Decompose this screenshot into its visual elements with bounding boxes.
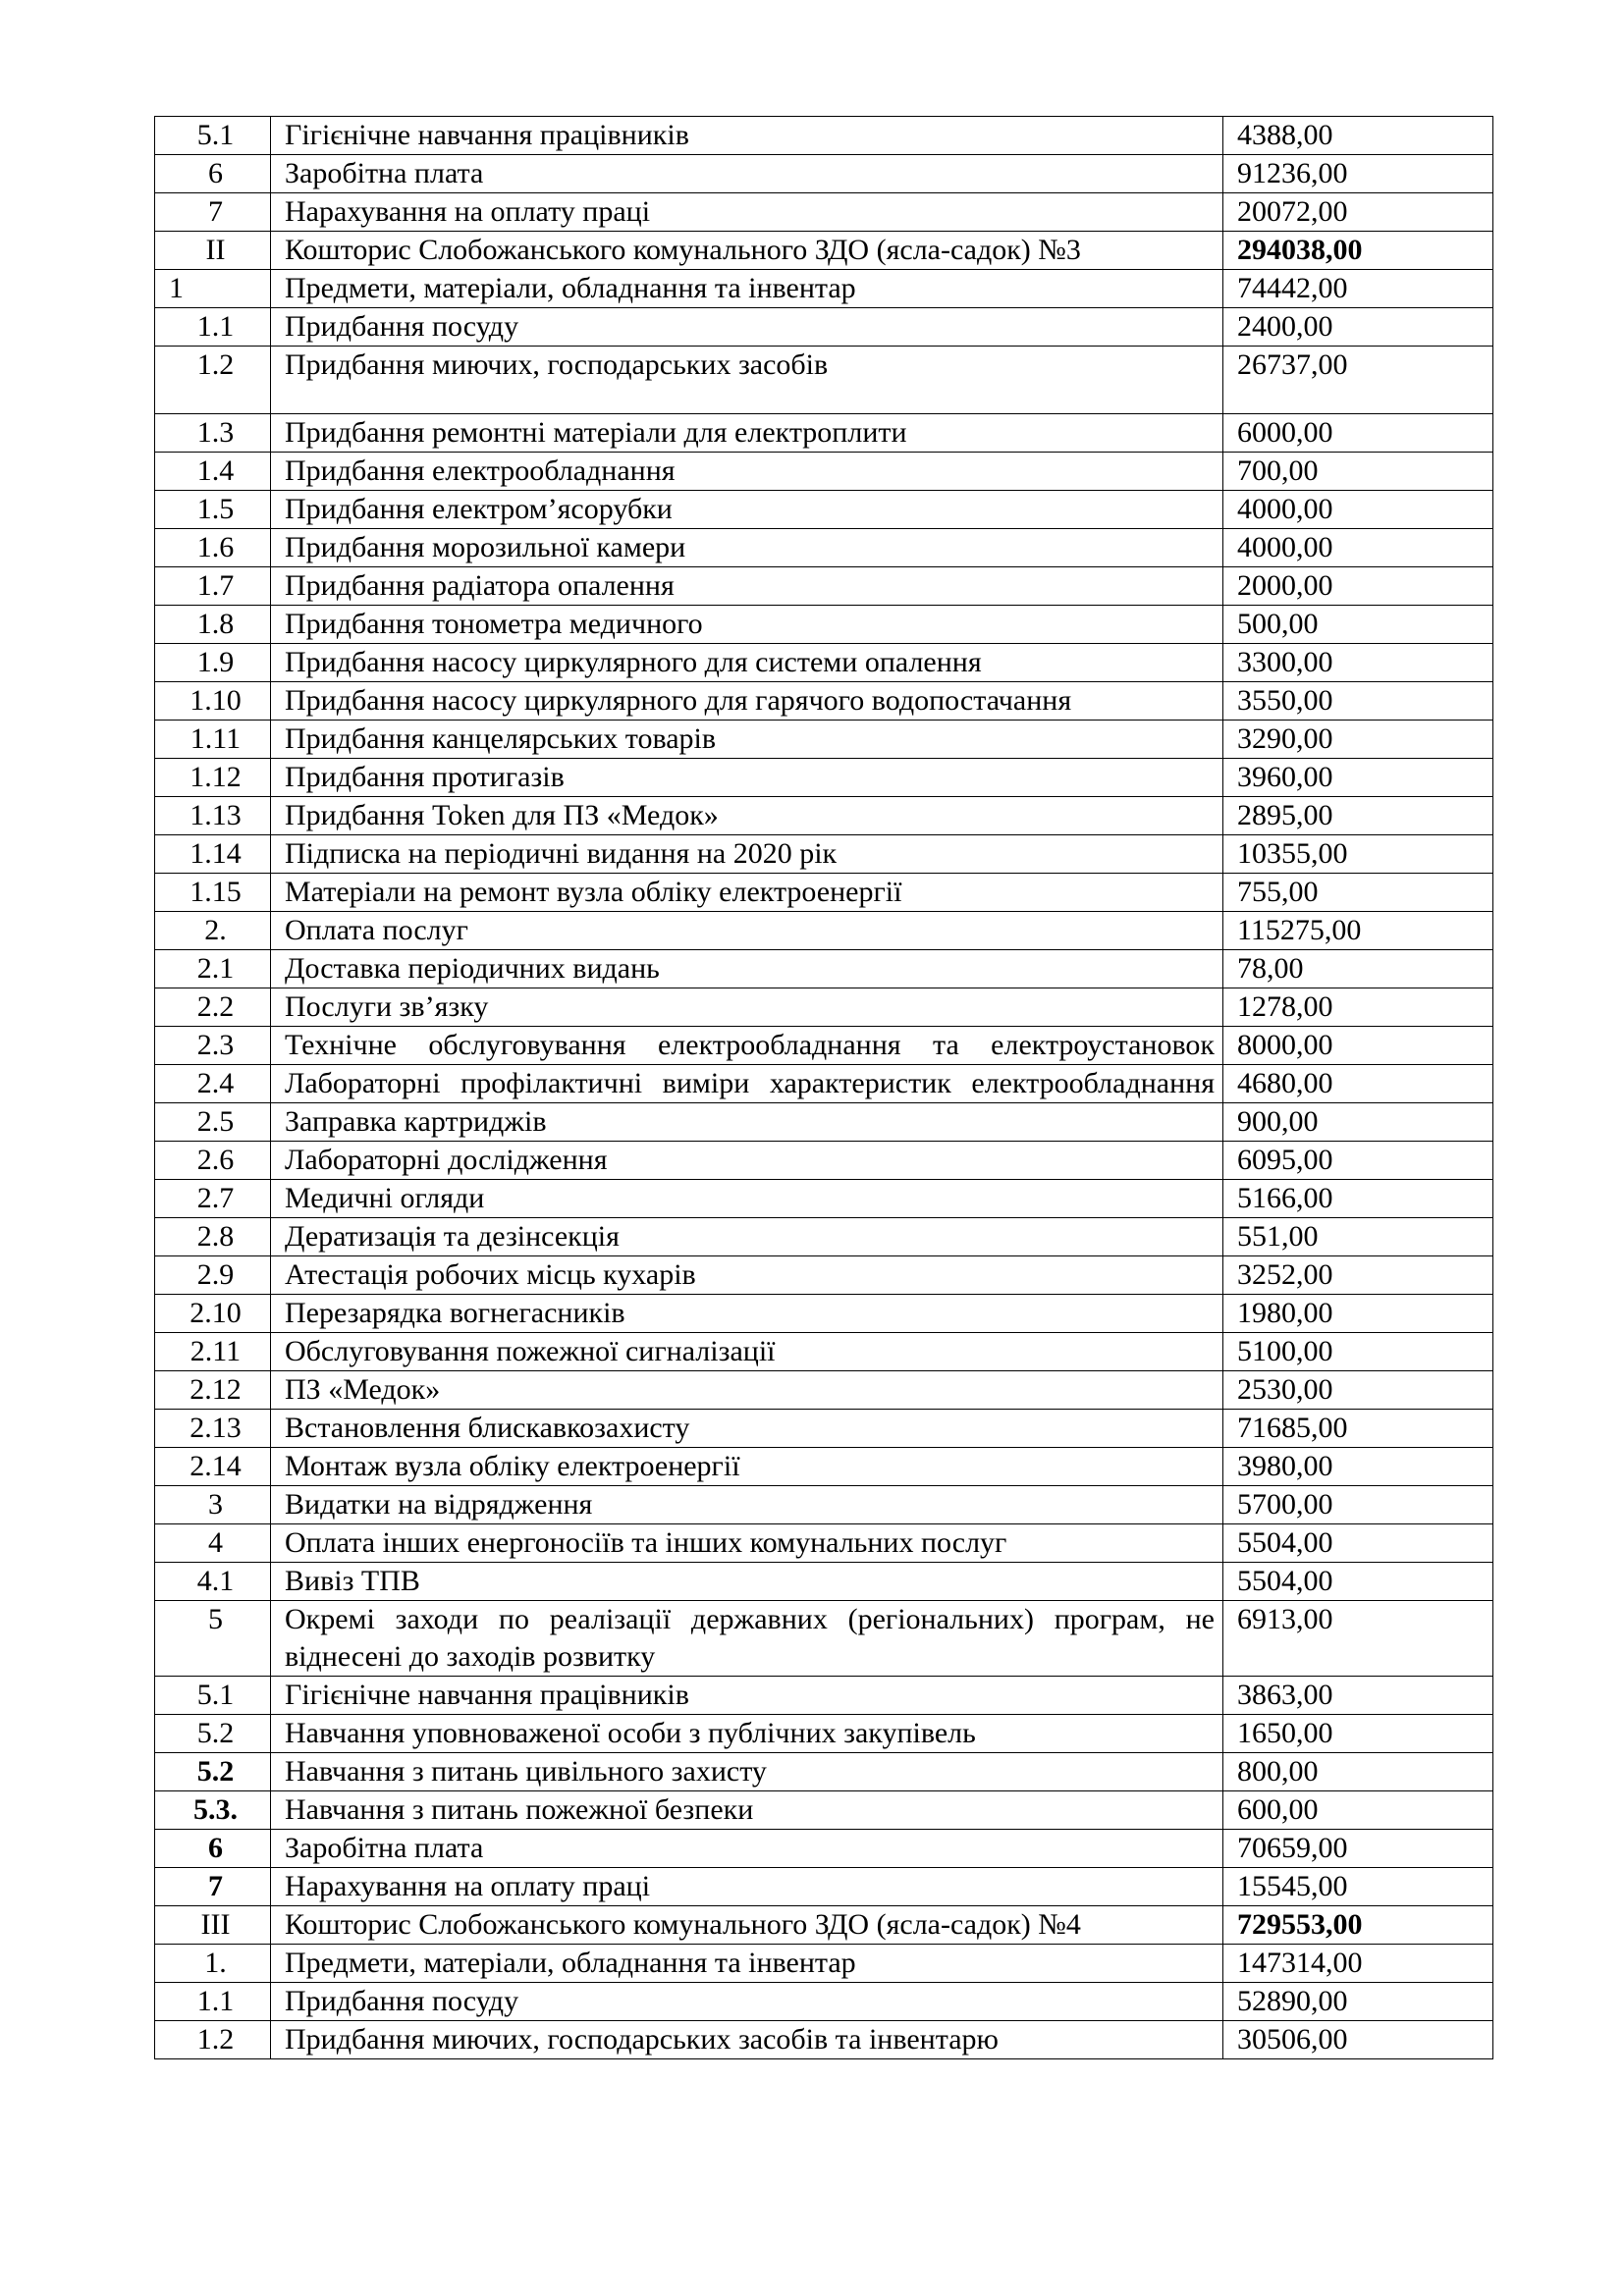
row-number: 1.8: [155, 606, 271, 644]
table-row: [155, 606, 1493, 644]
row-description: Заправка картриджів: [271, 1103, 1223, 1142]
table-row: [155, 155, 1493, 193]
row-number: 1.4: [155, 453, 271, 491]
row-amount: 500,00: [1223, 606, 1493, 644]
row-amount: 600,00: [1223, 1791, 1493, 1830]
row-amount: 5166,00: [1223, 1180, 1493, 1218]
row-number: 5.3.: [155, 1791, 271, 1830]
table-row: [155, 1906, 1493, 1945]
row-number: 5.1: [155, 117, 271, 155]
row-description: Медичні огляди: [271, 1180, 1223, 1218]
row-number: 2.6: [155, 1142, 271, 1180]
row-description: Придбання канцелярських товарів: [271, 721, 1223, 759]
row-amount: 5700,00: [1223, 1486, 1493, 1524]
row-description: Гігієнічне навчання працівників: [271, 117, 1223, 155]
row-description: Навчання з питань цивільного захисту: [271, 1753, 1223, 1791]
row-amount: 6095,00: [1223, 1142, 1493, 1180]
row-amount: 10355,00: [1223, 835, 1493, 874]
row-amount: 115275,00: [1223, 912, 1493, 950]
row-description: Навчання з питань пожежної безпеки: [271, 1791, 1223, 1830]
row-number: 5.2: [155, 1715, 271, 1753]
table-row: [155, 1868, 1493, 1906]
row-amount: 3252,00: [1223, 1256, 1493, 1295]
row-amount: 2895,00: [1223, 797, 1493, 835]
row-number: 2.14: [155, 1448, 271, 1486]
row-amount: 5504,00: [1223, 1524, 1493, 1563]
row-number: 1.12: [155, 759, 271, 797]
row-amount: 700,00: [1223, 453, 1493, 491]
row-description: Придбання насосу циркулярного для гарячого водопостачання: [271, 682, 1223, 721]
row-description: Оплата інших енергоносіїв та інших комунальних послуг: [271, 1524, 1223, 1563]
row-description: Придбання посуду: [271, 1983, 1223, 2021]
row-number: 1: [155, 270, 271, 308]
row-amount: 4680,00: [1223, 1065, 1493, 1103]
row-amount: 4388,00: [1223, 117, 1493, 155]
row-number: 6: [155, 1830, 271, 1868]
table-row: [155, 232, 1493, 270]
table-row: [155, 1256, 1493, 1295]
table-row: [155, 1983, 1493, 2021]
row-amount: 2530,00: [1223, 1371, 1493, 1410]
row-number: 2.: [155, 912, 271, 950]
table-row: [155, 567, 1493, 606]
row-description: Придбання насосу циркулярного для системи опалення: [271, 644, 1223, 682]
row-description: Кошторис Слобожанського комунального ЗДО (ясла-садок) №4: [271, 1906, 1223, 1945]
row-description: Нарахування на оплату праці: [271, 1868, 1223, 1906]
row-description: Встановлення блискавкозахисту: [271, 1410, 1223, 1448]
row-amount: 71685,00: [1223, 1410, 1493, 1448]
table-row: [155, 1601, 1493, 1677]
row-description: Матеріали на ремонт вузла обліку електроенергії: [271, 874, 1223, 912]
row-number: 5.2: [155, 1753, 271, 1791]
table-row: [155, 1410, 1493, 1448]
table-row: [155, 347, 1493, 414]
row-amount: 5504,00: [1223, 1563, 1493, 1601]
row-description: Оплата послуг: [271, 912, 1223, 950]
row-number: 2.3: [155, 1027, 271, 1065]
row-amount: 4000,00: [1223, 529, 1493, 567]
row-amount: 800,00: [1223, 1753, 1493, 1791]
table-row: [155, 1027, 1493, 1065]
row-description: Заробітна плата: [271, 1830, 1223, 1868]
row-number: 1.1: [155, 1983, 271, 2021]
row-amount: 3980,00: [1223, 1448, 1493, 1486]
row-amount: 4000,00: [1223, 491, 1493, 529]
row-number: 6: [155, 155, 271, 193]
table-row: [155, 874, 1493, 912]
row-number: 2.7: [155, 1180, 271, 1218]
row-amount: 294038,00: [1223, 232, 1493, 270]
table-row: [155, 721, 1493, 759]
table-row: [155, 835, 1493, 874]
table-row: [155, 2021, 1493, 2059]
row-amount: 6913,00: [1223, 1601, 1493, 1677]
table-row: [155, 1371, 1493, 1410]
row-amount: 26737,00: [1223, 347, 1493, 414]
row-number: 1.2: [155, 347, 271, 414]
table-row: [155, 912, 1493, 950]
row-number: 7: [155, 193, 271, 232]
row-number: 2.10: [155, 1295, 271, 1333]
table-row: [155, 1753, 1493, 1791]
row-description: Придбання тонометра медичного: [271, 606, 1223, 644]
row-amount: 52890,00: [1223, 1983, 1493, 2021]
row-number: 1.7: [155, 567, 271, 606]
row-description: Послуги зв’язку: [271, 988, 1223, 1027]
row-number: 4.1: [155, 1563, 271, 1601]
row-description: Окремі заходи по реалізації державних (регіональних) програм, не віднесені до заходів розвитку: [271, 1601, 1223, 1677]
row-amount: 1278,00: [1223, 988, 1493, 1027]
row-number: 2.2: [155, 988, 271, 1027]
row-description: Придбання протигазів: [271, 759, 1223, 797]
table-row: [155, 1295, 1493, 1333]
row-number: 2.5: [155, 1103, 271, 1142]
row-amount: 2000,00: [1223, 567, 1493, 606]
row-description: Атестація робочих місць кухарів: [271, 1256, 1223, 1295]
table-row: [155, 1103, 1493, 1142]
row-number: 1.6: [155, 529, 271, 567]
table-row: [155, 644, 1493, 682]
row-number: 2.11: [155, 1333, 271, 1371]
row-description: Предмети, матеріали, обладнання та інвентар: [271, 270, 1223, 308]
row-amount: 1980,00: [1223, 1295, 1493, 1333]
row-number: 5.1: [155, 1677, 271, 1715]
row-number: II: [155, 232, 271, 270]
row-description: Заробітна плата: [271, 155, 1223, 193]
table-row: [155, 988, 1493, 1027]
row-amount: 3550,00: [1223, 682, 1493, 721]
row-number: 1.2: [155, 2021, 271, 2059]
row-description: Придбання електром’ясорубки: [271, 491, 1223, 529]
row-description: Придбання ремонтні матеріали для електроплити: [271, 414, 1223, 453]
row-description: Придбання посуду: [271, 308, 1223, 347]
row-amount: 20072,00: [1223, 193, 1493, 232]
row-amount: 6000,00: [1223, 414, 1493, 453]
row-description: Лабораторні дослідження: [271, 1142, 1223, 1180]
row-number: 2.1: [155, 950, 271, 988]
table-row: [155, 1563, 1493, 1601]
row-amount: 70659,00: [1223, 1830, 1493, 1868]
row-description: Підписка на періодичні видання на 2020 рік: [271, 835, 1223, 874]
row-description: Придбання радіатора опалення: [271, 567, 1223, 606]
row-amount: 3300,00: [1223, 644, 1493, 682]
row-amount: 3290,00: [1223, 721, 1493, 759]
row-description: Лабораторні профілактичні виміри характеристик електрообладнання: [271, 1065, 1223, 1103]
row-description: Кошторис Слобожанського комунального ЗДО (ясла-садок) №3: [271, 232, 1223, 270]
row-amount: 74442,00: [1223, 270, 1493, 308]
table-row: [155, 1333, 1493, 1371]
row-amount: 1650,00: [1223, 1715, 1493, 1753]
row-number: 1.13: [155, 797, 271, 835]
table-row: [155, 491, 1493, 529]
table-row: [155, 117, 1493, 155]
table-row: [155, 1180, 1493, 1218]
row-description: Придбання миючих, господарських засобів та інвентарю: [271, 2021, 1223, 2059]
table-row: [155, 1065, 1493, 1103]
table-row: [155, 1448, 1493, 1486]
row-amount: 551,00: [1223, 1218, 1493, 1256]
row-description: ПЗ «Медок»: [271, 1371, 1223, 1410]
row-description: Придбання миючих, господарських засобів: [271, 347, 1223, 414]
row-description: Гігієнічне навчання працівників: [271, 1677, 1223, 1715]
table-row: [155, 1677, 1493, 1715]
row-number: 1.5: [155, 491, 271, 529]
table-row: [155, 682, 1493, 721]
row-description: Придбання Token для ПЗ «Медок»: [271, 797, 1223, 835]
row-amount: 3863,00: [1223, 1677, 1493, 1715]
row-amount: 147314,00: [1223, 1945, 1493, 1983]
row-description: Дератизація та дезінсекція: [271, 1218, 1223, 1256]
budget-table-body: [155, 117, 1493, 2059]
row-number: 1.10: [155, 682, 271, 721]
row-number: 1.15: [155, 874, 271, 912]
table-row: [155, 1486, 1493, 1524]
row-number: 2.9: [155, 1256, 271, 1295]
row-amount: 3960,00: [1223, 759, 1493, 797]
document-page: [154, 116, 1492, 2059]
row-amount: 30506,00: [1223, 2021, 1493, 2059]
table-row: [155, 453, 1493, 491]
row-description: Вивіз ТПВ: [271, 1563, 1223, 1601]
table-row: [155, 759, 1493, 797]
row-number: 2.12: [155, 1371, 271, 1410]
table-row: [155, 1791, 1493, 1830]
row-number: 3: [155, 1486, 271, 1524]
table-row: [155, 1830, 1493, 1868]
row-description: Монтаж вузла обліку електроенергії: [271, 1448, 1223, 1486]
row-number: 7: [155, 1868, 271, 1906]
row-number: 2.8: [155, 1218, 271, 1256]
row-description: Обслуговування пожежної сигналізації: [271, 1333, 1223, 1371]
row-description: Предмети, матеріали, обладнання та інвентар: [271, 1945, 1223, 1983]
row-amount: 729553,00: [1223, 1906, 1493, 1945]
row-number: 1.9: [155, 644, 271, 682]
row-number: 2.4: [155, 1065, 271, 1103]
budget-table: [154, 116, 1493, 2059]
row-description: Видатки на відрядження: [271, 1486, 1223, 1524]
table-row: [155, 193, 1493, 232]
row-number: 1.11: [155, 721, 271, 759]
table-row: [155, 529, 1493, 567]
row-number: 1.: [155, 1945, 271, 1983]
row-number: III: [155, 1906, 271, 1945]
row-amount: 755,00: [1223, 874, 1493, 912]
table-row: [155, 414, 1493, 453]
table-row: [155, 1945, 1493, 1983]
row-number: 2.13: [155, 1410, 271, 1448]
row-description: Навчання уповноваженої особи з публічних закупівель: [271, 1715, 1223, 1753]
row-amount: 8000,00: [1223, 1027, 1493, 1065]
row-number: 5: [155, 1601, 271, 1677]
row-description: Придбання електрообладнання: [271, 453, 1223, 491]
row-number: 1.14: [155, 835, 271, 874]
table-row: [155, 308, 1493, 347]
row-number: 4: [155, 1524, 271, 1563]
table-row: [155, 1142, 1493, 1180]
row-amount: 91236,00: [1223, 155, 1493, 193]
row-description: Доставка періодичних видань: [271, 950, 1223, 988]
row-description: Придбання морозильної камери: [271, 529, 1223, 567]
row-amount: 15545,00: [1223, 1868, 1493, 1906]
row-amount: 900,00: [1223, 1103, 1493, 1142]
row-amount: 5100,00: [1223, 1333, 1493, 1371]
table-row: [155, 1524, 1493, 1563]
table-row: [155, 1715, 1493, 1753]
row-description: Нарахування на оплату праці: [271, 193, 1223, 232]
row-amount: 2400,00: [1223, 308, 1493, 347]
row-number: 1.3: [155, 414, 271, 453]
row-description: Технічне обслуговування електрообладнання та електроустановок: [271, 1027, 1223, 1065]
row-number: 1.1: [155, 308, 271, 347]
row-amount: 78,00: [1223, 950, 1493, 988]
table-row: [155, 1218, 1493, 1256]
table-row: [155, 270, 1493, 308]
table-row: [155, 950, 1493, 988]
table-row: [155, 797, 1493, 835]
row-description: Перезарядка вогнегасників: [271, 1295, 1223, 1333]
